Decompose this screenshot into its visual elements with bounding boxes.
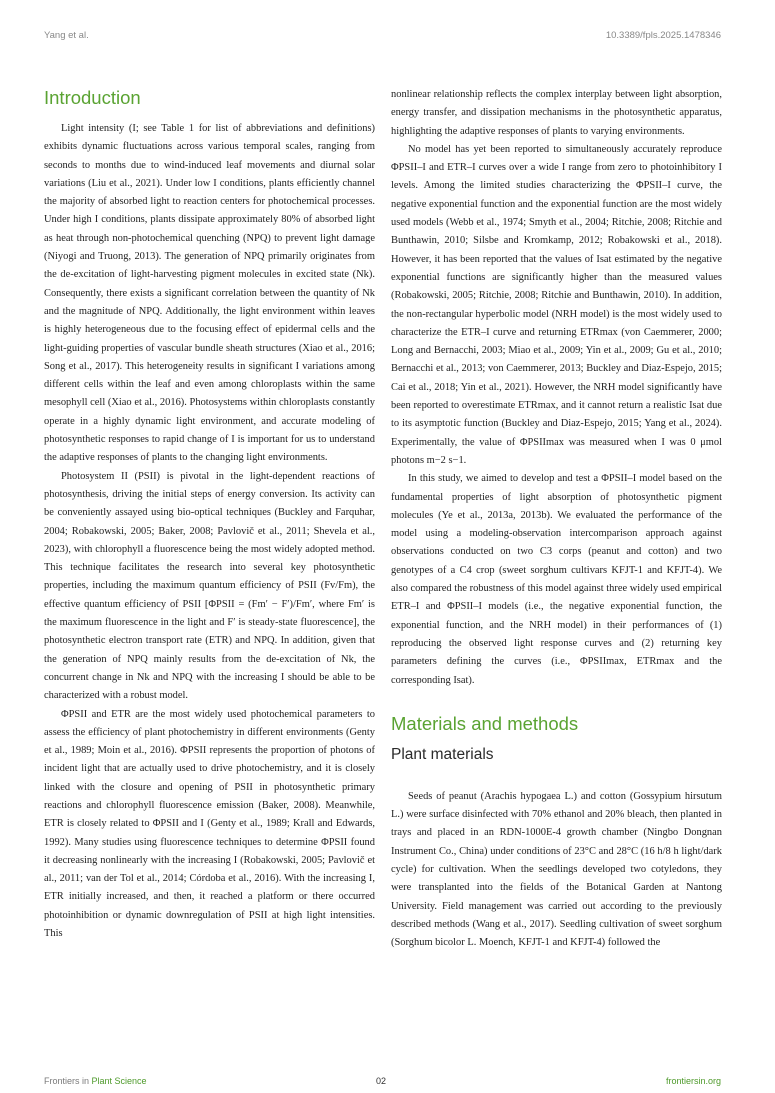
methods-paragraph-1: Seeds of peanut (Arachis hypogaea L.) and cotton (Gossypium hirsutum L.) were surface disinfected with 70% ethanol and 20% bleach, then planted in trays and placed in an RDN-1000E-4 growth chamber (Ningbo Dongnan Instrument Co., China) under conditions of 23°C and 28°C (16 h/8 h light/dark cycle) for cultivation. When the seedlings developed two cotyledons, they were transplanted into the fields of the Botanical Garden at Nantong University. Field management was carried out according to the previously described methods (Wang et al., 2017). Seedling cultivation of sweet sorghum (Sorghum bicolor L. Moench, KFJT-1 and KFJT-4) followed the <box>391 790 722 949</box>
footer-page-number: 02 <box>376 1076 387 1086</box>
right-paragraph-2: No model has yet been reported to simultaneously accurately reproduce ΦPSII–I and ETR–I curves over a wide I range from zero to photoinhibitory I levels. Among the limited studies characterizing the ΦPSII–I curve, the negative exponential function and the exponential function are the most widely used models (Webb et al., 1974; Smyth et al., 2004; Ritchie, 2008; Ritchie and Bunthawin, 2010; Silsbe and Kromkamp, 2012; Robakowski et al., 2018). However, it has been reported that the values of Isat estimated by the negative exponential functions are significantly higher than the measured values (Robakowski, 2005; Ritchie, 2008; Ritchie and Bunthawin, 2010). In addition, the non-rectangular hyperbolic model (NRH model) is the most widely used to characterize the ETR–I curve and returning ETRmax (von Caemmerer, 2000; Long and Bernacchi, 2003; Miao et al., 2009; Yin et al., 2009; Gu et al., 2010; Bernacchi et al., 2013; von Caemmerer, 2013; Buckley and Diaz-Espejo, 2015; Cai et al., 2018; Yin et al., 2021). However, the NRH model significantly have been reported to overestimate ETRmax, and it cannot return a realistic Isat due to its asymptotic function (Buckley and Diaz-Espejo, 2015; Yang et al., 2024). Experimentally, the value of ΦPSIImax was measured when I was 0 μmol photons m−2 s−1. <box>391 143 722 466</box>
footer-site-link[interactable]: frontiersin.org <box>665 1076 721 1086</box>
footer-journal <box>44 1076 147 1086</box>
introduction-heading: Introduction <box>44 87 141 108</box>
intro-paragraph-1: Light intensity (I; see Table 1 for list of abbreviations and definitions) exhibits dynamic fluctuations across various temporal scales, ranging from seconds to months due to wind-induced leaf movements and diurnal solar variations (Liu et al., 2021). Under low I conditions, plants efficiently channel the majority of absorbed light to reaction centers for photochemical processes. Under high I conditions, plants dissipate approximately 80% of absorbed light as heat through non-photochemical quenching (NPQ) to prevent light damage (Niyogi and Truong, 2013). The generation of NPQ primarily originates from the de-excitation of light-harvesting pigment molecules in excited state (Nk). Consequently, there exists a significant correlation between the quantity of Nk and the magnitude of NPQ. Additionally, the light environment within leaves is highly heterogeneous due to the focusing effect of epidermal cells and the light-guiding properties of vascular bundle sheath structures (Xiao et al., 2016; Song et al., 2017). This heterogeneity results in significant I variations among different cells within the leaf and even among chloroplasts within the same mesophyll cell (Xiao et al., 2016). Photosystems within chloroplasts constantly operate in a highly dynamic light environment, and accurate modeling of photosynthetic responses to rapid change of I is important for us to understand the adaptive responses of plants to the changing light environments. <box>44 123 375 464</box>
footer-journal-name[interactable]: Plant Science <box>91 1076 147 1086</box>
right-paragraph-3: In this study, we aimed to develop and test a ΦPSII–I model based on the fundamental properties of light absorption of photosynthetic pigment molecules (Ye et al., 2013a, 2013b). We evaluated the performance of the model using a modeling-observation intercomparison approach against observations conducted on two C3 corps (peanut and cotton) and two genotypes of a C4 crop (sweet sorghum cultivars KFJT-1 and KFJT-4). We also compared the robustness of this model against three widely used empirical ETR–I and ΦPSII–I models (i.e., the negative exponential function, the exponential function, and the NRH model) in their performances of (1) reproducing the observed light response curves and (2) returning key parameters defining the curves (i.e., ΦPSIImax, ETRmax and the corresponding Isat). <box>391 473 722 686</box>
right-column <box>391 86 722 952</box>
plant-materials-heading: Plant materials <box>391 745 494 763</box>
left-column <box>44 86 375 943</box>
methods-heading: Materials and methods <box>391 712 579 734</box>
intro-paragraph-3: ΦPSII and ETR are the most widely used photochemical parameters to assess the efficiency of plant photochemistry in different environments (Genty et al., 1989; Moin et al., 2016). ΦPSII represents the proportion of photons of incident light that are actually used to drive photochemistry, and it is closely linked with the closure and opening of PSII in photosynthetic primary reactions and chlorophyll fluorescence emission (Baker, 2008). Meanwhile, ETR is closely related to ΦPSII and I (Genty et al., 1989; Krall and Edwards, 1992). Many studies using fluorescence techniques to determine ΦPSII found it decreasing nonlinearly with the increasing I (Robakowski, 2005; Pavlovič et al., 2011; van der Tol et al., 2014; Córdoba et al., 2016). With the increasing I, ETR initially increased, and then, it reached a platform or there occurred photoinhibition or dynamic downregulation of PSII at high light intensities. This <box>44 708 375 940</box>
intro-paragraph-2: Photosystem II (PSII) is pivotal in the light-dependent reactions of photosynthesis, driving the initial steps of energy conversion. Its activity can be conveniently assayed using bio-optical techniques (Buckley and Farquhar, 2004; Robakowski, 2005; Baker, 2008; Pavlovič et al., 2011; Shevela et al., 2023), with chlorophyll a fluorescence being the most widely adopted method. This technique facilitates the research into several key photosynthetic properties, including the maximum quantum efficiency of PSII (Fv/Fm), the effective quantum efficiency of PSII [ΦPSII = (Fm′ − F′)/Fm′, where Fm′ is the maximum fluorescence in the light and F′ is steady-state fluorescence], the photosynthetic electron transport rate (ETR) and NPQ. In addition, given that the generation of NPQ mainly results from the de-excitation of Nk, the concurrent change in Nk and NPQ with the increasing I should be able to be characterized with a robust model. <box>44 470 375 702</box>
header-doi[interactable]: 10.3389/fpls.2025.1478346 <box>605 30 721 41</box>
footer-journal-prefix: Frontiers in <box>44 1076 92 1086</box>
header-authors: Yang et al. <box>44 30 89 41</box>
right-paragraph-1: nonlinear relationship reflects the complex interplay between light absorption, energy transfer, and dissipation mechanisms in the photosynthetic apparatus, highlighting the adaptive responses of plants to varying environments. <box>391 89 722 137</box>
